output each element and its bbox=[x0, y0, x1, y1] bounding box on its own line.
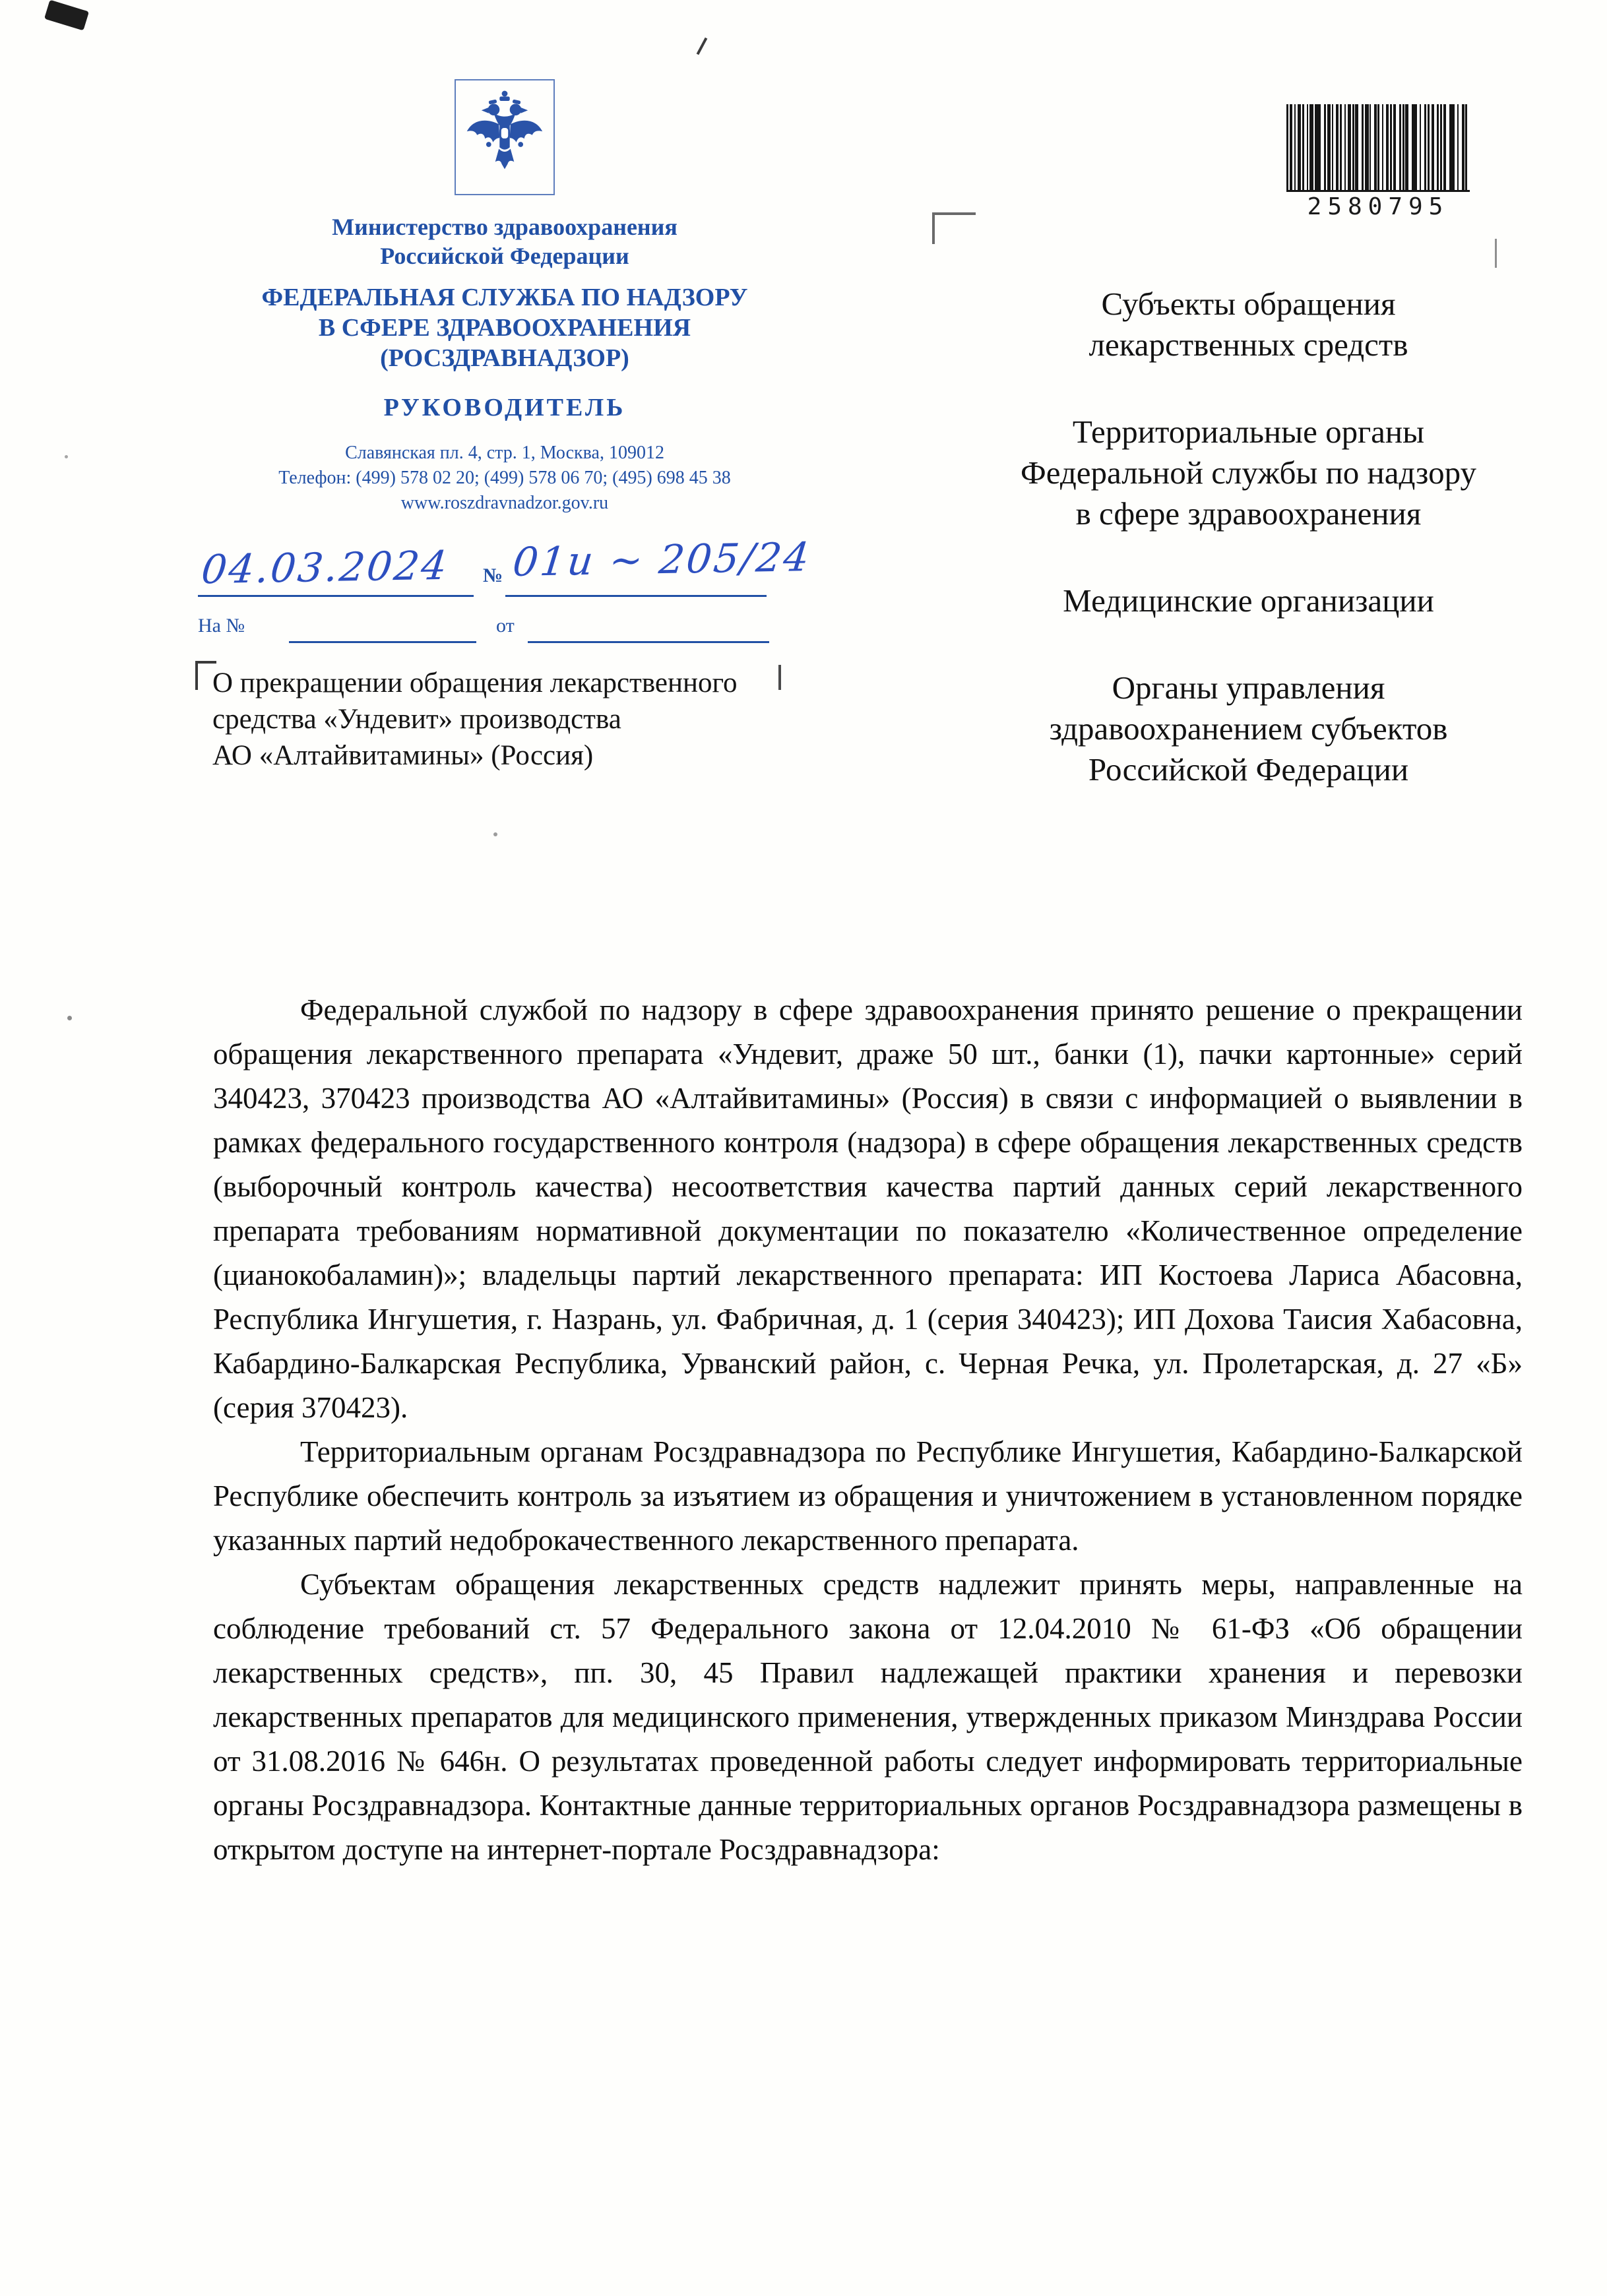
recipient-item: Медицинские организации bbox=[1063, 582, 1434, 619]
body-paragraph: Территориальным органам Росздравнадзора по Республике Ингушетия, Кабардино-Балкарской Республике обеспечить контроль за изъятием из обращения и уничтожением в установленном порядке указанных партий недоброкачественного лекарственного препарата. bbox=[213, 1435, 1523, 1557]
reply-to-label: На № bbox=[198, 615, 245, 636]
recipient-item: Субъекты обращения лекарственных средств bbox=[1088, 286, 1408, 363]
number-underline bbox=[505, 595, 767, 597]
address-zone-corner-mark bbox=[932, 212, 976, 244]
reply-number-underline bbox=[289, 641, 476, 643]
date-underline bbox=[198, 595, 474, 597]
letter-body bbox=[213, 988, 1523, 1872]
scan-artifact-speck bbox=[65, 455, 68, 458]
barcode-number: 2580795 bbox=[1307, 193, 1449, 220]
position-title: РУКОВОДИТЕЛЬ bbox=[383, 394, 626, 421]
number-sign: № bbox=[483, 565, 503, 586]
handwritten-date: 04.03.2024 bbox=[199, 542, 451, 594]
body-paragraph: Федеральной службой по надзору в сфере здравоохранения принято решение о прекращении обращения лекарственного препарата «Ундевит, драже 50 шт., банки (1), пачки картонные» серий 340423, 370423 производства АО «Алтайвитамины» (Россия) в связи с информацией о выявлении в рамках федерального государственного контроля (надзора) в сфере обращения лекарственных средств (выборочный контроль качества) несоответствия качества партий данных серий лекарственного препарата требованиям нормативной документации по показателю «Количественное определение (цианокобаламин)»; владельцы партий лекарственного препарата: ИП Костоева Лариса Абасовна, Республика Ингушетия, г. Назрань, ул. Фабричная, д. 1 (серия 340423); ИП Дохова Таисия Хабасовна, Кабардино-Балкарская Республика, Урванский район, с. Черная Речка, ул. Пролетарская, д. 27 «Б» (серия 370423). bbox=[213, 993, 1523, 1424]
recipient-item: Органы управления здравоохранением субъектов Российской Федерации bbox=[1049, 669, 1448, 788]
ministry-name: Министерство здравоохранения Российской Федерации bbox=[332, 214, 677, 269]
reference-zone bbox=[198, 534, 825, 660]
scan-artifact-speck bbox=[67, 1016, 72, 1020]
subject-text: О прекращении обращения лекарственного средства «Ундевит» производства АО «Алтайвитамины» (Россия) bbox=[212, 667, 738, 771]
scan-artifact-speck bbox=[493, 832, 497, 836]
address-zone-edge-tick bbox=[1495, 239, 1497, 268]
recipient-item: Территориальные органы Федеральной службы по надзору в сфере здравоохранения bbox=[1021, 414, 1476, 532]
scan-artifact-pen-mark bbox=[697, 38, 708, 55]
reply-date-underline bbox=[528, 641, 769, 643]
body-paragraph: Субъектам обращения лекарственных средств надлежит принять меры, направленные на соблюдение требований ст. 57 Федерального закона от 12.04.2010 № 61-ФЗ «Об обращении лекарственных средств», пп. 30, 45 Правил надлежащей практики хранения и перевозки лекарственных препаратов для медицинского применения, утвержденных приказом Минздрава России от 31.08.2016 № 646н. О результатах проведенной работы следует информировать территориальные органы Росздравнадзора. Контактные данные территориальных органов Росздравнадзора размещены в открытом доступе на интернет-портале Росздравнадзора: bbox=[213, 1568, 1523, 1866]
scan-artifact-corner-blob bbox=[44, 0, 89, 30]
website-text: www.roszdravnadzor.gov.ru bbox=[400, 493, 609, 513]
letterhead bbox=[198, 79, 811, 516]
barcode-icon bbox=[1286, 104, 1470, 192]
service-name: ФЕДЕРАЛЬНАЯ СЛУЖБА ПО НАДЗОРУ В СФЕРЕ ЗДРАВООХРАНЕНИЯ (РОСЗДРАВНАДЗОР) bbox=[261, 284, 748, 372]
address-line: Славянская пл. 4, стр. 1, Москва, 109012 bbox=[345, 443, 664, 463]
barcode bbox=[1286, 104, 1470, 220]
phone-line: Телефон: (499) 578 02 20; (499) 578 06 70; (495) 698 45 38 bbox=[278, 468, 731, 488]
coat-of-arms-double-headed-eagle-icon bbox=[455, 79, 555, 195]
recipients-list bbox=[924, 284, 1573, 836]
handwritten-outgoing-number: 01и ~ 205/24 bbox=[510, 534, 813, 586]
reply-from-label: от bbox=[496, 615, 515, 636]
